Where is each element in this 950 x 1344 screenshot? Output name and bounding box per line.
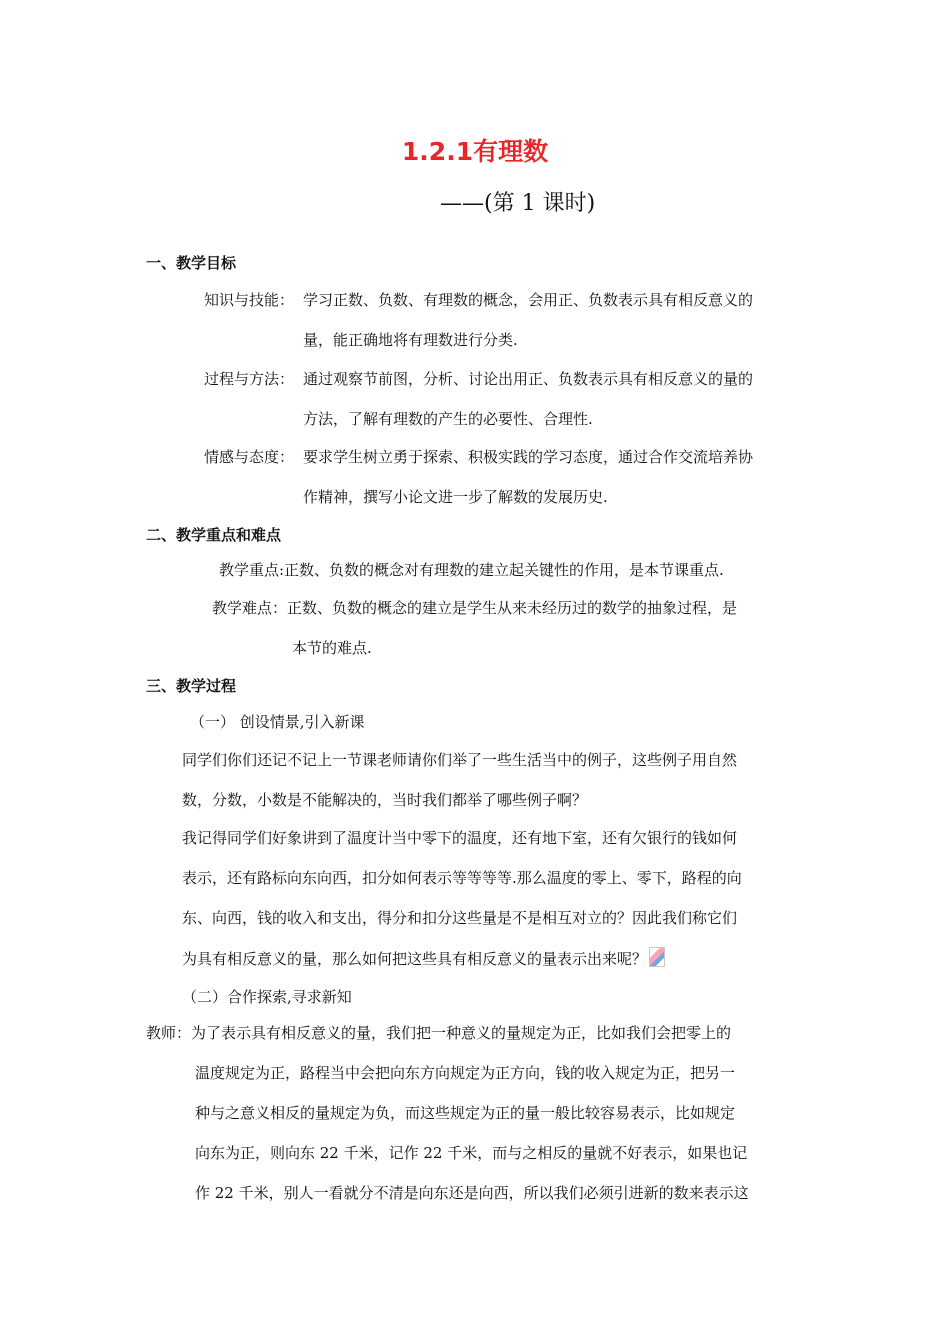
teacher-paragraph-line: 种与之意义相反的量规定为负，而这些规定为正的量一般比较容易表示，比如规定 [195,1104,736,1122]
document-title: 1.2.1有理数 [401,137,549,166]
document-subtitle: ——(第 1 课时) [440,191,596,216]
section-heading-objectives: 一、教学目标 [146,254,237,272]
paragraph-line: 同学们你们还记不记上一节课老师请你们举了一些生活当中的例子，这些例子用自然 [182,751,738,769]
section-heading-key-points: 二、教学重点和难点 [146,526,282,544]
objective-label-process: 过程与方法： [204,370,295,388]
subsection-heading: （二）合作探索,寻求新知 [182,988,352,1006]
objective-label-attitude: 情感与态度： [204,448,295,466]
objective-text-line: 要求学生树立勇于探索、积极实践的学习态度，通过合作交流培养协 [303,448,754,466]
paragraph-line-with-icon [182,947,665,969]
objective-label-knowledge: 知识与技能： [204,291,295,309]
teacher-paragraph-line: 教师：为了表示具有相反意义的量，我们把一种意义的量规定为正，比如我们会把零上的 [146,1024,732,1042]
teacher-paragraph-line: 温度规定为正，路程当中会把向东方向规定为正方向，钱的收入规定为正，把另一 [195,1064,736,1082]
objective-text-line: 学习正数、负数、有理数的概念，会用正、负数表示具有相反意义的 [303,291,754,309]
key-point-text: 教学重点:正数、负数的概念对有理数的建立起关键性的作用，是本节课重点. [219,561,724,579]
paragraph-line: 我记得同学们好象讲到了温度计当中零下的温度，还有地下室，还有欠银行的钱如何 [182,829,738,847]
embedded-image-icon[interactable] [649,947,665,967]
paragraph-line: 为具有相反意义的量，那么如何把这些具有相反意义的量表示出来呢？ [182,950,648,968]
subsection-heading: （一） 创设情景,引入新课 [190,713,365,731]
difficulty-text-line: 本节的难点. [292,639,372,657]
paragraph-line: 数，分数，小数是不能解决的，当时我们都举了哪些例子啊？ [182,791,588,809]
objective-text-line: 作精神，撰写小论文进一步了解数的发展历史. [303,488,608,506]
teacher-paragraph-line: 向东为正，则向东 22 千米，记作 22 千米，而与之相反的量就不好表示，如果也记 [195,1144,748,1162]
objective-text-line: 量，能正确地将有理数进行分类. [303,331,518,349]
section-heading-process: 三、教学过程 [146,677,237,695]
paragraph-line: 东、向西，钱的收入和支出，得分和扣分这些量是不是相互对立的？因此我们称它们 [182,909,738,927]
objective-text-line: 通过观察节前图，分析、讨论出用正、负数表示具有相反意义的量的 [303,370,754,388]
difficulty-text-line: 教学难点：正数、负数的概念的建立是学生从来未经历过的数学的抽象过程，是 [212,599,738,617]
paragraph-line: 表示，还有路标向东向西，扣分如何表示等等等等.那么温度的零上、零下，路程的向 [182,869,742,887]
objective-text-line: 方法，了解有理数的产生的必要性、合理性. [303,410,593,428]
teacher-paragraph-line: 作 22 千米，别人一看就分不清是向东还是向西，所以我们必须引进新的数来表示这 [195,1184,749,1202]
